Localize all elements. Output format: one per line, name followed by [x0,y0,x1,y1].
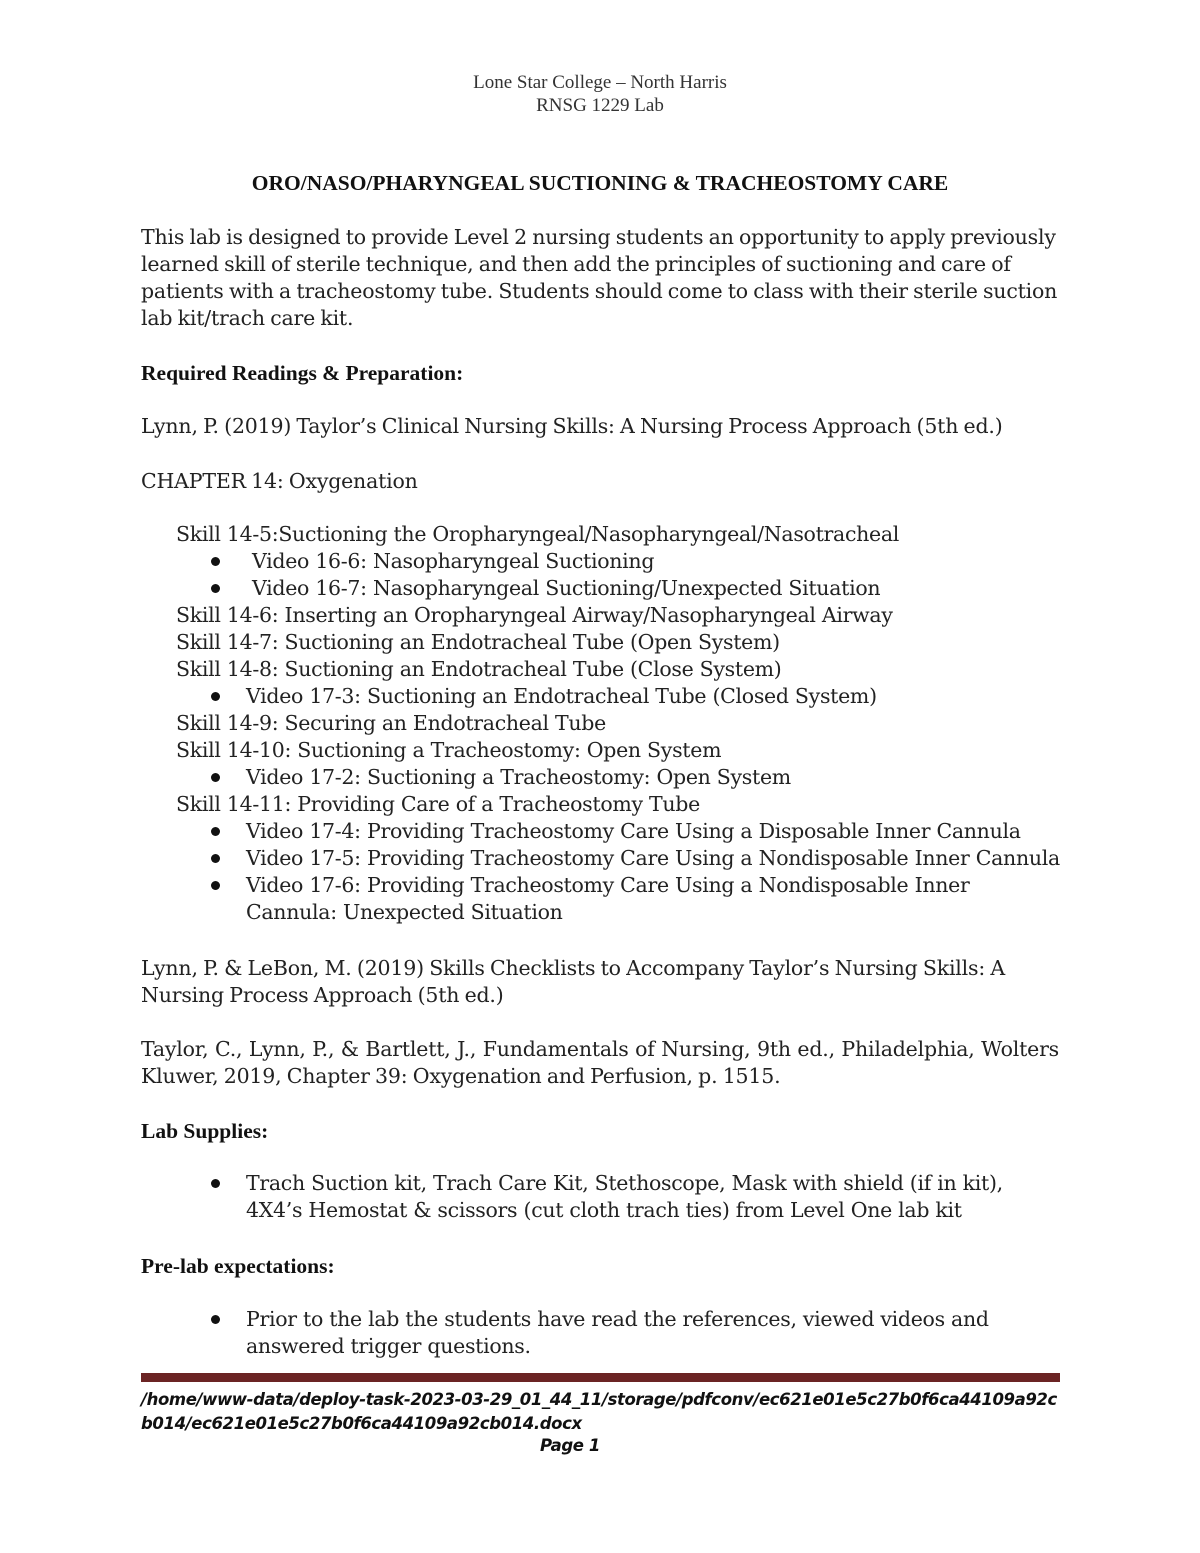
footer-divider [141,1373,1060,1382]
reference-book-1: Lynn, P. (2019) Taylor’s Clinical Nursing Skills: A Nursing Process Approach (5th ed.) [141,414,1003,438]
skill-item: Skill 14-7: Suctioning an Endotracheal Tube (Open System) [176,630,780,654]
prelab-item: Prior to the lab the students have read the references, viewed videos and answered trigger questions. [246,1307,989,1358]
reference-book-2: Lynn, P. & LeBon, M. (2019) Skills Checklists to Accompany Taylor’s Nursing Skills: A Nursing Process Approach (5th ed.) [141,956,1005,1007]
bullet-icon [211,557,220,566]
bullet-icon [211,1179,220,1188]
footer-file-path: /home/www-data/deploy-task-2023-03-29_01_44_11/storage/pdfconv/ec621e01e5c27b0f6ca44109a92cb014/ec621e01e5c27b0f6ca44109a92cb014.docx [141,1390,1057,1433]
video-item: Video 17-6: Providing Tracheostomy Care Using a Nondisposable Inner Cannula: Unexpected Situation [246,873,970,924]
skill-item: Skill 14-5:Suctioning the Oropharyngeal/Nasopharyngeal/Nasotracheal [176,522,900,546]
bullet-icon [211,827,220,836]
video-item: Video 17-4: Providing Tracheostomy Care Using a Disposable Inner Cannula [246,819,1021,843]
skill-item: Skill 14-9: Securing an Endotracheal Tube [176,711,606,735]
readings-heading: Required Readings & Preparation: [141,361,464,385]
supplies-item: Trach Suction kit, Trach Care Kit, Stethoscope, Mask with shield (if in kit), 4X4’s Hemostat & scissors (cut cloth trach ties) from Level One lab kit [246,1171,1003,1222]
reference-book-3: Taylor, C., Lynn, P., & Bartlett, J., Fundamentals of Nursing, 9th ed., Philadelphia, Wolters Kluwer, 2019, Chapter 39: Oxygenation and Perfusion, p. 1515. [141,1037,1059,1088]
footer-page-number: Page 1 [540,1436,600,1455]
skill-item: Skill 14-6: Inserting an Oropharyngeal Airway/Nasopharyngeal Airway [176,603,893,627]
skill-item: Skill 14-8: Suctioning an Endotracheal Tube (Close System) [176,657,782,681]
bullet-icon [211,773,220,782]
video-item: Video 16-6: Nasopharyngeal Suctioning [252,549,655,573]
video-item: Video 17-3: Suctioning an Endotracheal Tube (Closed System) [246,684,877,708]
bullet-icon [211,881,220,890]
bullet-icon [211,584,220,593]
skill-item: Skill 14-11: Providing Care of a Tracheostomy Tube [176,792,700,816]
video-item: Video 16-7: Nasopharyngeal Suctioning/Unexpected Situation [252,576,881,600]
skill-item: Skill 14-10: Suctioning a Tracheostomy: Open System [176,738,722,762]
bullet-icon [211,854,220,863]
header-college: Lone Star College – North Harris [473,72,727,93]
video-item: Video 17-2: Suctioning a Tracheostomy: Open System [246,765,791,789]
document-title: ORO/NASO/PHARYNGEAL SUCTIONING & TRACHEOSTOMY CARE [251,171,949,195]
video-item: Video 17-5: Providing Tracheostomy Care Using a Nondisposable Inner Cannula [246,846,1060,870]
prelab-heading: Pre-lab expectations: [141,1254,335,1278]
intro-paragraph: This lab is designed to provide Level 2 nursing students an opportunity to apply previously learned skill of sterile technique, and then add the principles of suctioning and care of patients with a tracheostomy tube. Students should come to class with their sterile suction lab kit/trach care kit. [141,225,1058,330]
bullet-icon [211,692,220,701]
header-course: RNSG 1229 Lab [536,95,664,116]
supplies-heading: Lab Supplies: [141,1119,269,1143]
chapter-line: CHAPTER 14: Oxygenation [141,469,418,493]
bullet-icon [211,1315,220,1324]
